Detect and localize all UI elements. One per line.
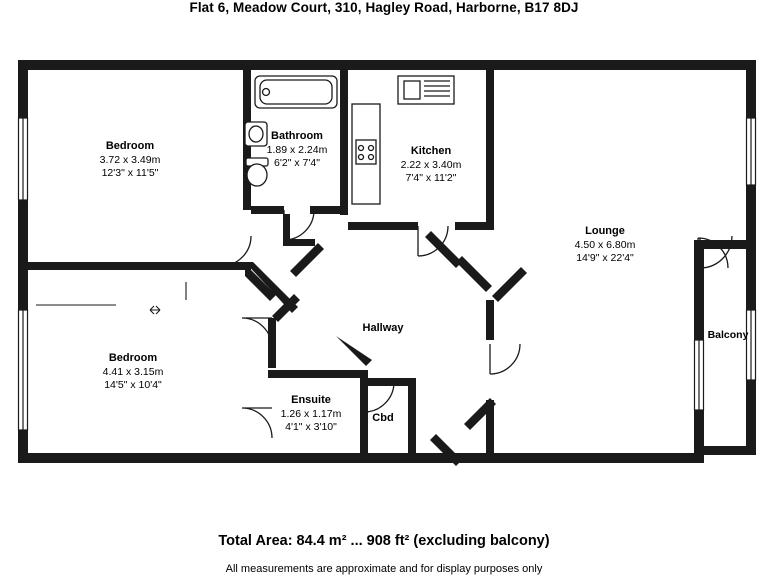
label-cbd: Cbd	[372, 412, 394, 424]
room-name: Ensuite	[291, 394, 331, 406]
room-dim-imperial: 4'1" x 3'10"	[285, 421, 337, 433]
room-label-lounge	[546, 225, 664, 266]
room-dim-metric: 2.22 x 3.40m	[400, 158, 462, 171]
label-hallway: Hallway	[362, 322, 404, 334]
room-dim-metric: 1.26 x 1.17m	[280, 407, 342, 420]
room-dim-metric: 1.89 x 2.24m	[266, 143, 328, 156]
room-name: Bedroom	[105, 140, 155, 152]
total-area-text: Total Area: 84.4 m² ... 908 ft² (excluding balcony)	[218, 533, 550, 549]
room-label-bedroom2	[73, 352, 193, 393]
room-label-bedroom1	[70, 140, 190, 181]
room-name: Bedroom	[108, 352, 158, 364]
page-title: Flat 6, Meadow Court, 310, Hagley Road, Harborne, B17 8DJ	[189, 0, 579, 15]
room-label-kitchen	[372, 145, 490, 186]
room-dim-imperial: 7'4" x 11'2"	[405, 172, 457, 184]
room-dim-metric: 4.50 x 6.80m	[574, 238, 636, 251]
room-name: Kitchen	[410, 145, 452, 157]
bath-fixture	[255, 76, 337, 108]
room-dim-imperial: 12'3" x 11'5"	[101, 167, 159, 179]
room-name: Lounge	[585, 225, 625, 237]
room-label-ensuite	[255, 394, 367, 435]
disclaimer-text: All measurements are approximate and for display purposes only	[225, 563, 543, 575]
room-dim-imperial: 14'9" x 22'4"	[576, 252, 634, 264]
room-dim-metric: 3.72 x 3.49m	[99, 153, 161, 166]
label-balcony: Balcony	[707, 329, 749, 341]
bedroom2-detail	[36, 282, 186, 314]
room-dim-metric: 4.41 x 3.15m	[102, 365, 164, 378]
room-name: Bathroom	[271, 130, 323, 142]
room-dim-imperial: 6'2" x 7'4"	[274, 157, 320, 169]
room-dim-imperial: 14'5" x 10'4"	[104, 379, 162, 391]
room-label-bathroom	[237, 130, 357, 171]
